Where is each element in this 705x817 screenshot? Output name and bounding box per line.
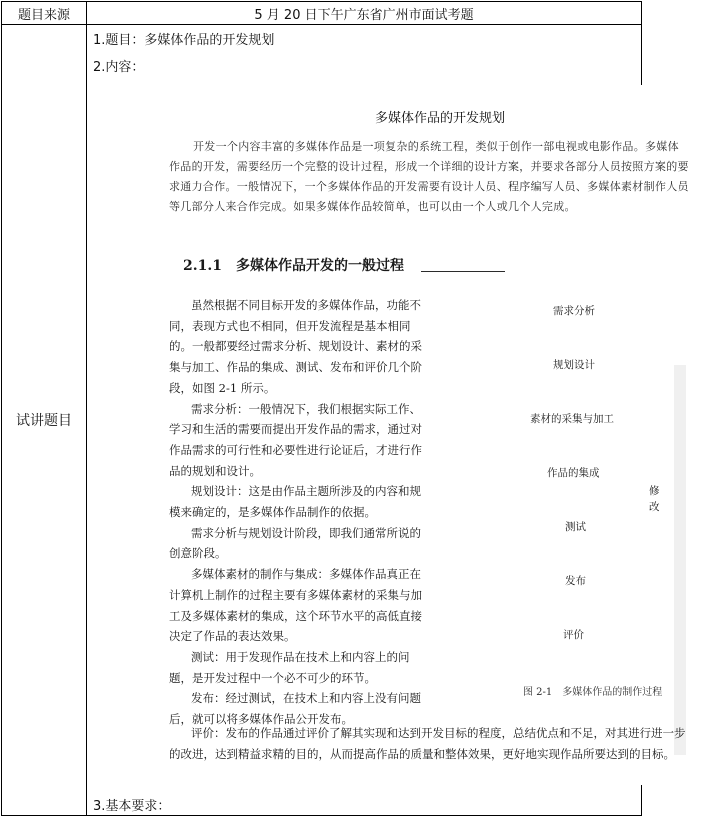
content-line: 2.内容：: [93, 60, 145, 75]
topic-line: 1.题目：多媒体作品的开发规划: [93, 33, 275, 48]
body-paragraph: 测试：用于发现作品在技术上和内容上的问题，是开发过程中一个必不可少的环节。: [169, 649, 410, 685]
content-cell: [87, 25, 689, 816]
intro-paragraph: 开发一个内容丰富的多媒体作品是一项复杂的系统工程，类似于创作一部电视或电影作品。多媒体作品的开发，需要经历一个完整的设计过程，形成一个详细的设计方案，并要求各部分人员按照方案的要求通力合作。一般情况下，一个多媒体作品的开发需要有设计人员、程序编写人员、多媒体素材制作人员等几部分人来合作完成。如果多媒体作品较简单，也可以由一个人或几个人完成。: [169, 140, 689, 213]
flow-step: 作品的集成: [547, 467, 600, 479]
scanned-textbook-page: [165, 85, 705, 785]
body-text: [169, 295, 424, 730]
body-paragraph: 发布：经过测试，在技术上和内容上没有问题后，就可以将多媒体作品公开发布。: [169, 691, 421, 727]
requirements-line: 3.基本要求：: [93, 799, 171, 814]
section-heading: 2.1.1 多媒体作品开发的一般过程: [183, 258, 404, 274]
scan-title: 多媒体作品的开发规划: [375, 111, 506, 126]
flow-step: 评价: [563, 629, 584, 641]
body-paragraph: 需求分析与规划设计阶段，即我们通常所说的创意阶段。: [169, 525, 421, 561]
body-paragraph: 多媒体素材的制作与集成：多媒体作品真正在计算机上制作的过程主要有多媒体素材的采集与加工及多媒体素材的集成，这个环节水平的高低直接决定了作品的表达效果。: [169, 567, 422, 644]
header-source-label: 题目来源: [2, 2, 87, 25]
section-rule: [421, 271, 505, 272]
flow-step: 发布: [565, 575, 586, 587]
flow-step: 规划设计: [553, 359, 595, 371]
evaluation-paragraph: [169, 723, 689, 764]
exam-table: [1, 1, 689, 816]
flow-step: 测试: [565, 521, 586, 533]
flow-side-label: 修: [649, 485, 660, 497]
body-paragraph: 需求分析：一般情况下，我们根据实际工作、学习和生活的需要而提出开发作品的需求，通过对作品需求的可行性和必要性进行论证后，才进行作品的规划和设计。: [169, 401, 422, 478]
flow-side-label: 改: [649, 501, 660, 513]
flow-step: 素材的采集与加工: [530, 413, 614, 425]
row-label-lecture-topic: 试讲题目: [2, 25, 87, 816]
page-edge-shadow: [674, 365, 686, 755]
body-paragraph: 评价：发布的作品通过评价了解其实现和达到开发目标的程度，总结优点和不足，对其进行进一步的改进，达到精益求精的目的，从而提高作品的质量和整体效果，更好地实现作品所要达到的目标。: [169, 726, 686, 761]
flow-step: 需求分析: [553, 305, 595, 317]
body-paragraph: 规划设计：这是由作品主题所涉及的内容和规模来确定的，是多媒体作品制作的依据。: [169, 484, 421, 520]
header-source-value: 5 月 20 日下午广东省广州市面试考题: [87, 2, 642, 25]
figure-caption: 图 2-1 多媒体作品的制作过程: [523, 687, 663, 698]
body-paragraph: 虽然根据不同目标开发的多媒体作品，功能不同，表现方式也不相同，但开发流程是基本相同的。一般都要经过需求分析、规划设计、素材的采集与加工、作品的集成、测试、发布和评价几个阶段，如图 2-1 所示。: [169, 298, 422, 395]
